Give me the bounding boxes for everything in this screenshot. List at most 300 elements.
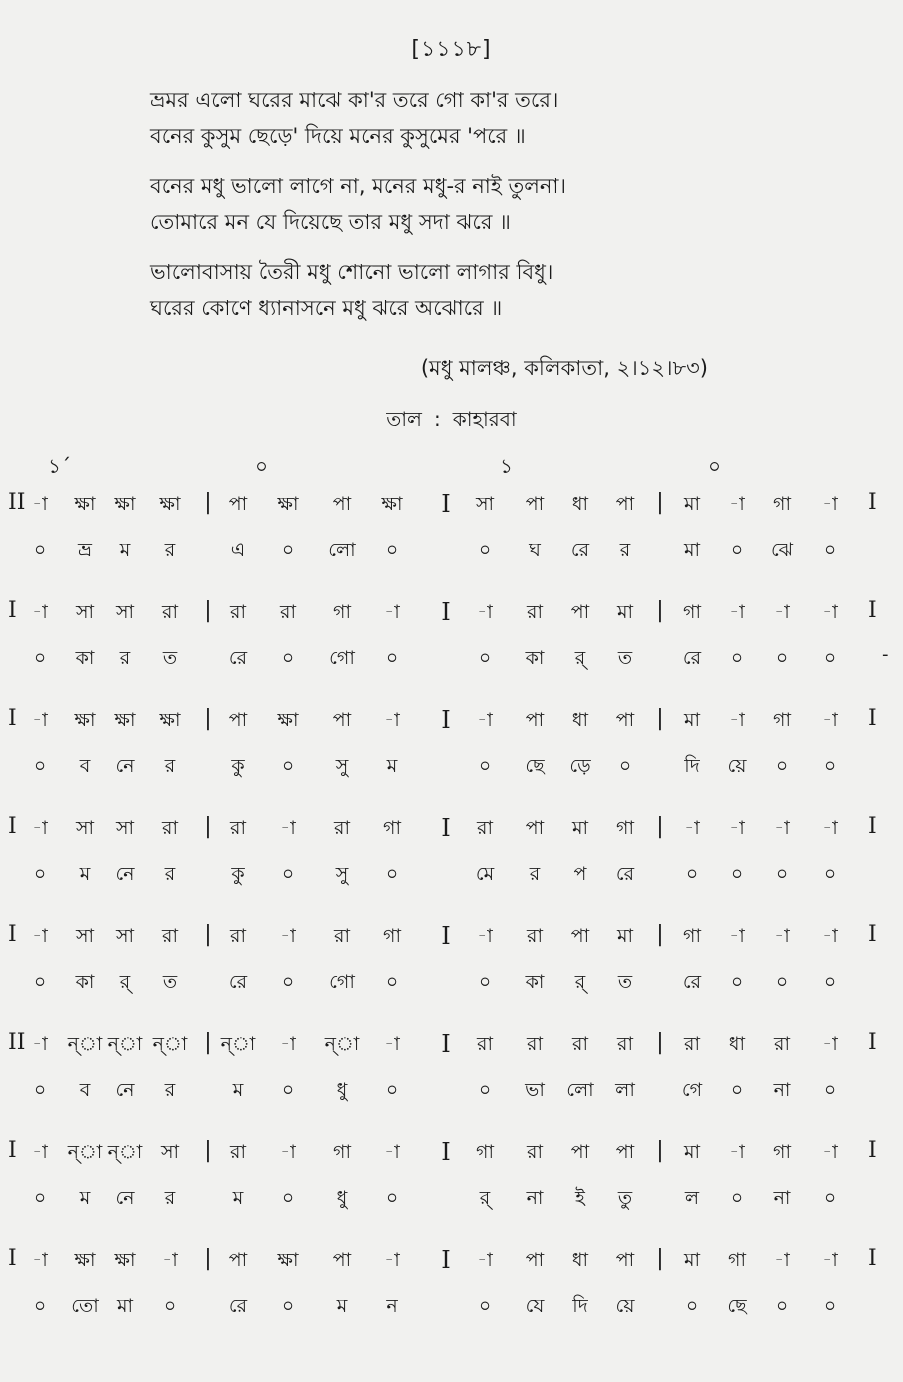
row-end-bar: I [868, 598, 877, 623]
swara-note: -া [729, 709, 745, 731]
lyric-syllable: ০ [385, 863, 399, 885]
row-start-bar: I [8, 922, 17, 947]
swara-note: -া [822, 1249, 838, 1271]
syllable-line [0, 752, 903, 782]
bar-divider: | [656, 1030, 664, 1055]
lyric-syllable: ০ [685, 863, 699, 885]
swara-line [0, 1030, 903, 1060]
swara-note: গা [728, 1249, 746, 1271]
swara-note: -া [774, 925, 790, 947]
lyric-syllable: লো [328, 539, 356, 561]
beat-marker: ০ [708, 454, 722, 478]
lyric-syllable: রে [228, 971, 248, 993]
swara-note: মা [683, 709, 701, 731]
swara-note: রা [230, 925, 246, 947]
lyric-syllable: র [164, 755, 176, 777]
beat-marker: ০ [255, 454, 269, 478]
swara-note: মা [683, 1141, 701, 1163]
swara-note: সা [75, 601, 95, 623]
swara-note: পা [332, 709, 352, 731]
swara-note: -া [384, 1141, 400, 1163]
bar-divider: I [441, 598, 451, 626]
lyric-syllable: সু [335, 755, 349, 777]
bar-divider: I [441, 922, 451, 950]
swara-note: ধা [571, 709, 589, 731]
swara-note: -া [729, 817, 745, 839]
lyric-syllable: ০ [478, 1295, 492, 1317]
lyric-syllable: ভা [525, 1079, 545, 1101]
lyric-syllable: ০ [33, 1295, 47, 1317]
lyric-syllable: তো [71, 1295, 99, 1317]
swara-note: -া [774, 1249, 790, 1271]
swara-note: -া [32, 1141, 48, 1163]
swara-note: সা [115, 817, 135, 839]
lyric-stanza [150, 168, 850, 240]
swara-note: -া [32, 709, 48, 731]
swara-note: মা [616, 601, 634, 623]
lyric-syllable: ০ [730, 539, 744, 561]
lyric-syllable: সু [335, 863, 349, 885]
lyric-syllable: ০ [385, 971, 399, 993]
song-number: [১১১৮] [411, 37, 492, 62]
lyric-syllable: র [529, 863, 541, 885]
swara-note: -া [384, 1249, 400, 1271]
bar-divider: | [656, 1138, 664, 1163]
lyric-syllable: ০ [823, 863, 837, 885]
tala-label: তাল [386, 407, 422, 431]
lyric-syllable: লো [566, 1079, 594, 1101]
notation-row [0, 1246, 903, 1354]
lyric-syllable: ছে [525, 755, 545, 777]
notation-row [0, 814, 903, 922]
swara-line [0, 598, 903, 628]
stray-mark: - [882, 644, 889, 665]
swara-note: -া [477, 709, 493, 731]
lyric-syllable: ল [684, 1187, 700, 1209]
syllable-line [0, 536, 903, 566]
swara-note: রা [230, 601, 246, 623]
swara-note: মা [683, 493, 701, 515]
swara-note: -া [822, 925, 838, 947]
lyric-syllable: য়ে [615, 1295, 635, 1317]
swara-note: গা [773, 709, 791, 731]
notation-row [0, 1138, 903, 1246]
lyric-syllable: ম [336, 1295, 348, 1317]
lyric-line: ভ্রমর এলো ঘরের মাঝে কা'র তরে গো কা'র তরে। [150, 88, 559, 112]
lyric-syllable: ০ [281, 1079, 295, 1101]
lyric-syllable: নে [115, 755, 135, 777]
row-end-bar: I [868, 814, 877, 839]
swara-note: গা [333, 601, 351, 623]
lyric-syllable: ০ [775, 755, 789, 777]
swara-note: ন্া [67, 1141, 103, 1163]
bar-divider: | [204, 1030, 212, 1055]
lyric-syllable: র [164, 1079, 176, 1101]
lyric-syllable: ত [162, 971, 178, 993]
lyric-syllable: র্ [574, 647, 586, 669]
lyric-syllable: ছে [727, 1295, 747, 1317]
row-end-bar: I [868, 922, 877, 947]
bar-divider: I [441, 1138, 451, 1166]
lyric-syllable: রে [682, 971, 702, 993]
swara-note: ক্ষা [381, 493, 403, 515]
beat-marker: ১ [500, 454, 513, 478]
swara-line [0, 490, 903, 520]
lyric-syllable: ধু [336, 1187, 348, 1209]
tala-separator: : [433, 407, 441, 431]
lyric-syllable: ম [232, 1079, 244, 1101]
row-start-bar: I [8, 706, 17, 731]
lyric-syllable: প [573, 863, 587, 885]
bar-divider: | [656, 1246, 664, 1271]
lyric-syllable: র [119, 647, 131, 669]
bar-divider: | [656, 922, 664, 947]
swara-note: পা [525, 1249, 545, 1271]
swara-note: সা [475, 493, 495, 515]
row-end-bar: I [868, 490, 877, 515]
lyric-line: বনের কুসুম ছেড়ে' দিয়ে মনের কুসুমের 'পরে ॥ [150, 124, 526, 148]
lyric-syllable: য়ে [727, 755, 747, 777]
swara-note: গা [616, 817, 634, 839]
lyric-syllable: ০ [281, 539, 295, 561]
lyric-syllable: ০ [281, 647, 295, 669]
swara-note: সা [75, 925, 95, 947]
lyric-syllable: ম [386, 755, 398, 777]
lyric-syllable: রে [615, 863, 635, 885]
lyric-syllable: ০ [823, 755, 837, 777]
swara-note: গা [683, 925, 701, 947]
row-start-bar: I [8, 1246, 17, 1271]
swara-note: ন্া [107, 1141, 143, 1163]
swara-note: পা [615, 709, 635, 731]
syllable-line [0, 1076, 903, 1106]
lyric-syllable: ০ [478, 647, 492, 669]
tala-line [0, 405, 903, 438]
swara-note: -া [280, 1033, 296, 1055]
swara-note: -া [280, 1141, 296, 1163]
lyric-syllable: ঝে [770, 539, 794, 561]
swara-note: পা [615, 493, 635, 515]
swara-note: পা [332, 493, 352, 515]
lyric-syllable: না [526, 1187, 544, 1209]
lyric-syllable: ০ [823, 1295, 837, 1317]
swara-note: রা [527, 1033, 543, 1055]
lyric-syllable: দি [684, 755, 700, 777]
bar-divider: | [204, 490, 212, 515]
lyric-syllable: রে [570, 539, 590, 561]
lyric-syllable: ০ [823, 539, 837, 561]
swara-note: -া [822, 601, 838, 623]
swara-note: ক্ষা [74, 709, 96, 731]
swara-note: পা [332, 1249, 352, 1271]
beat-markers [0, 452, 903, 482]
swara-note: রা [572, 1033, 588, 1055]
lyric-syllable: র [164, 1187, 176, 1209]
lyric-syllable: না [773, 1187, 791, 1209]
lyrics [150, 82, 850, 340]
swara-note: ক্ষা [114, 709, 136, 731]
swara-note: -া [684, 817, 700, 839]
lyric-syllable: যে [525, 1295, 545, 1317]
lyric-syllable: ই [575, 1187, 585, 1209]
swara-note: রা [230, 817, 246, 839]
swara-note: -া [822, 1033, 838, 1055]
lyric-syllable: ০ [730, 1187, 744, 1209]
swara-note: গা [773, 1141, 791, 1163]
swara-note: পা [525, 817, 545, 839]
swara-note: রা [162, 925, 178, 947]
swara-note: রা [334, 817, 350, 839]
row-end-bar: I [868, 706, 877, 731]
swara-note: রা [527, 601, 543, 623]
notation-row [0, 922, 903, 1030]
lyric-syllable: ড়ে [569, 755, 591, 777]
swara-note: পা [228, 493, 248, 515]
swara-note: পা [570, 925, 590, 947]
swara-note: পা [525, 709, 545, 731]
row-start-bar: I [8, 1138, 17, 1163]
notation-grid [0, 490, 903, 1354]
bar-divider: | [204, 706, 212, 731]
row-start-bar: I [8, 814, 17, 839]
swara-line [0, 814, 903, 844]
swara-note: -া [822, 817, 838, 839]
lyric-syllable: কা [75, 647, 95, 669]
swara-note: ধা [571, 493, 589, 515]
lyric-syllable: ০ [730, 647, 744, 669]
lyric-syllable: নে [115, 1187, 135, 1209]
lyric-syllable: না [773, 1079, 791, 1101]
lyric-syllable: ০ [385, 647, 399, 669]
lyric-syllable: ০ [33, 647, 47, 669]
swara-note: -া [280, 925, 296, 947]
swara-line [0, 1138, 903, 1168]
swara-note: পা [615, 1249, 635, 1271]
swara-note: ন্া [67, 1033, 103, 1055]
lyric-syllable: তু [617, 1187, 633, 1209]
swara-note: মা [571, 817, 589, 839]
swara-note: গা [383, 817, 401, 839]
swara-note: রা [280, 601, 296, 623]
bar-divider: | [656, 706, 664, 731]
swara-note: -া [384, 709, 400, 731]
swara-note: পা [525, 493, 545, 515]
lyric-syllable: ০ [775, 1295, 789, 1317]
lyric-syllable: ০ [385, 1079, 399, 1101]
swara-note: ক্ষা [277, 1249, 299, 1271]
lyric-syllable: লা [615, 1079, 635, 1101]
swara-line [0, 706, 903, 736]
swara-note: রা [527, 1141, 543, 1163]
bar-divider: I [441, 706, 451, 734]
syllable-line [0, 1292, 903, 1322]
lyric-syllable: ধু [336, 1079, 348, 1101]
lyric-syllable: এ [230, 539, 246, 561]
lyric-syllable: ০ [823, 647, 837, 669]
lyric-syllable: ০ [478, 1079, 492, 1101]
row-end-bar: I [868, 1246, 877, 1271]
swara-note: -া [32, 601, 48, 623]
swara-note: গা [773, 493, 791, 515]
tala-name: কাহারবা [452, 407, 517, 431]
lyric-syllable: ০ [281, 755, 295, 777]
swara-note: সা [75, 817, 95, 839]
bar-divider: | [204, 1246, 212, 1271]
lyric-syllable: নে [115, 1079, 135, 1101]
lyric-syllable: ০ [618, 755, 632, 777]
swara-note: ন্া [107, 1033, 143, 1055]
swara-note: -া [822, 1141, 838, 1163]
lyric-syllable: ০ [823, 1187, 837, 1209]
swara-note: -া [32, 493, 48, 515]
swara-note: -া [32, 817, 48, 839]
lyric-syllable: র্ [574, 971, 586, 993]
swara-note: -া [822, 493, 838, 515]
swara-note: -া [822, 709, 838, 731]
lyric-syllable: র [619, 539, 631, 561]
lyric-syllable: ০ [281, 863, 295, 885]
swara-note: গা [476, 1141, 494, 1163]
swara-note: -া [32, 1249, 48, 1271]
lyric-syllable: ০ [478, 755, 492, 777]
swara-note: -া [729, 925, 745, 947]
swara-note: রা [684, 1033, 700, 1055]
swara-note: ক্ষা [277, 493, 299, 515]
lyric-syllable: রে [682, 647, 702, 669]
lyric-syllable: ০ [33, 971, 47, 993]
swara-note: ধা [571, 1249, 589, 1271]
lyric-syllable: ০ [478, 971, 492, 993]
bar-divider: I [441, 1030, 451, 1058]
lyric-syllable: র [164, 863, 176, 885]
lyric-syllable: ০ [730, 863, 744, 885]
lyric-syllable: ম [79, 863, 91, 885]
notation-row [0, 1030, 903, 1138]
swara-note: ক্ষা [114, 493, 136, 515]
lyric-syllable: র্ [479, 1187, 491, 1209]
swara-note: ন্া [324, 1033, 360, 1055]
swara-note: রা [477, 817, 493, 839]
syllable-line [0, 1184, 903, 1214]
row-start-bar: II [8, 1030, 26, 1055]
beat-marker: ১´ [48, 454, 71, 478]
lyric-syllable: দি [572, 1295, 588, 1317]
swara-note: গা [383, 925, 401, 947]
swara-note: রা [774, 1033, 790, 1055]
swara-note: রা [162, 601, 178, 623]
bar-divider: I [441, 490, 451, 518]
lyric-syllable: মা [116, 1295, 134, 1317]
syllable-line [0, 644, 903, 674]
swara-note: -া [32, 1033, 48, 1055]
swara-note: রা [334, 925, 350, 947]
lyric-syllable: ০ [823, 971, 837, 993]
swara-note: সা [160, 1141, 180, 1163]
lyric-stanza [150, 254, 850, 326]
swara-note: -া [477, 1249, 493, 1271]
lyric-line: ঘরের কোণে ধ্যানাসনে মধু ঝরে অঝোরে ॥ [150, 296, 503, 320]
lyric-line: ভালোবাসায় তৈরী মধু শোনো ভালো লাগার বিধু। [150, 260, 554, 284]
lyric-syllable: ০ [730, 971, 744, 993]
swara-line [0, 922, 903, 952]
lyric-syllable: কা [75, 971, 95, 993]
swara-note: পা [615, 1141, 635, 1163]
lyric-syllable: ত [617, 971, 633, 993]
swara-note: -া [32, 925, 48, 947]
lyric-syllable: ০ [823, 1079, 837, 1101]
swara-note: ধা [728, 1033, 746, 1055]
swara-note: পা [228, 709, 248, 731]
lyric-syllable: ০ [33, 863, 47, 885]
lyric-syllable: ০ [685, 1295, 699, 1317]
swara-note: -া [162, 1249, 178, 1271]
swara-note: রা [617, 1033, 633, 1055]
lyric-syllable: নে [115, 863, 135, 885]
swara-note: ক্ষা [159, 493, 181, 515]
lyric-syllable: ০ [33, 755, 47, 777]
row-start-bar: I [8, 598, 17, 623]
swara-note: ক্ষা [114, 1249, 136, 1271]
lyric-syllable: কু [231, 863, 245, 885]
lyric-syllable: ত [617, 647, 633, 669]
swara-note: -া [280, 817, 296, 839]
lyric-syllable: ০ [33, 1187, 47, 1209]
lyric-syllable: ০ [730, 1079, 744, 1101]
row-end-bar: I [868, 1030, 877, 1055]
swara-note: -া [729, 1141, 745, 1163]
bar-divider: | [204, 814, 212, 839]
swara-note: ক্ষা [277, 709, 299, 731]
lyric-syllable: ম [79, 1187, 91, 1209]
swara-note: -া [477, 601, 493, 623]
lyric-syllable: ন [386, 1295, 398, 1317]
lyric-syllable: ০ [385, 1187, 399, 1209]
lyric-syllable: ০ [163, 1295, 177, 1317]
lyric-syllable: ০ [478, 539, 492, 561]
lyric-syllable: গো [329, 971, 355, 993]
lyric-syllable: গে [681, 1079, 703, 1101]
row-end-bar: I [868, 1138, 877, 1163]
lyric-syllable: কা [525, 971, 545, 993]
lyric-syllable: রে [228, 647, 248, 669]
notation-row [0, 706, 903, 814]
swara-note: ক্ষা [74, 493, 96, 515]
bar-divider: | [656, 814, 664, 839]
lyric-syllable: ব [79, 1079, 91, 1101]
lyric-syllable: ভ্র [78, 539, 92, 561]
swara-note: সা [115, 925, 135, 947]
swara-note: পা [228, 1249, 248, 1271]
swara-note: -া [729, 493, 745, 515]
lyric-stanza [150, 82, 850, 154]
lyric-syllable: ব [79, 755, 91, 777]
lyric-syllable: রে [228, 1295, 248, 1317]
lyric-syllable: ০ [281, 971, 295, 993]
swara-note: পা [570, 1141, 590, 1163]
lyric-syllable: ০ [33, 1079, 47, 1101]
bar-divider: | [204, 598, 212, 623]
swara-note: পা [570, 601, 590, 623]
lyric-syllable: ম [232, 1187, 244, 1209]
lyric-syllable: ঘ [529, 539, 541, 561]
swara-note: গা [683, 601, 701, 623]
bar-divider: | [204, 1138, 212, 1163]
lyric-line: বনের মধু ভালো লাগে না, মনের মধু-র নাই তুলনা। [150, 174, 567, 198]
bar-divider: I [441, 1246, 451, 1274]
swara-note: -া [774, 817, 790, 839]
lyric-syllable: ম [119, 539, 131, 561]
swara-note: -া [384, 601, 400, 623]
